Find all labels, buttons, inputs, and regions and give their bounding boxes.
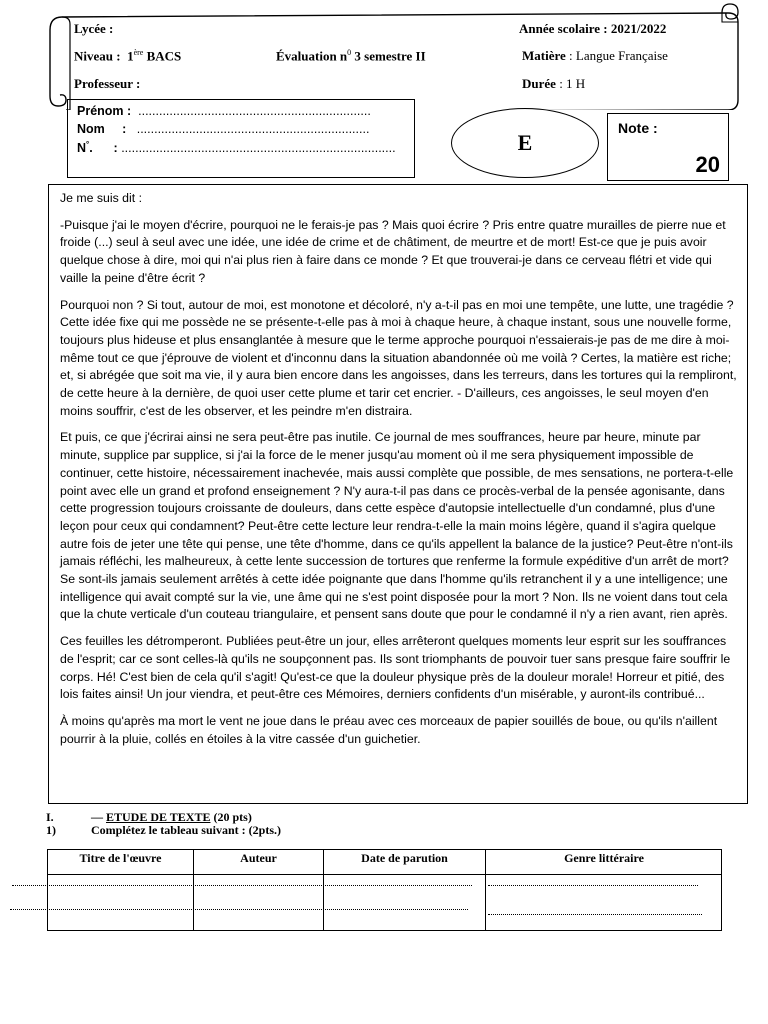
answer-line-row1[interactable] [12,885,472,886]
passage-paragraph: Je me suis dit : [60,191,143,205]
question-text: Complétez le tableau suivant : (2pts.) [91,823,281,837]
table-header-auteur: Auteur [240,851,277,865]
passage-paragraph: Et puis, ce que j'écrirai ainsi ne sera peut-être pas inutile. Ce journal de mes souffrances, heure par heure, minute par minute, supplice par supplice, si j'ai la force de le mener jusqu'au moment où il me sera physiquement impossible de continuer, cette histoire, nécessairement inachevée, mais aussi complète que possible, de mes sensations, ne portera-t-elle point avec elle un grand et profond enseignement ? N'y aura-t-il pas dans ce procès-verbal de la pensée agonisante, dans cette progression toujours croissante de douleurs, dans cette espèce d'autopsie intellectuelle d'un condamné, plus d'une leçon pour ceux qui condamnent? Peut-être cette lecture leur rendra-t-elle la main moins légère, quand il s'agira quelque autre fois de jeter une tête qui pense, une tête d'homme, dans ce qu'ils appellent la balance de la justice? Peut-être n'ont-ils jamais réfléchi, les malheureux, à cette lente succession de tortures que renferme la formule expéditive d'un arrêt de mort? Se sont-ils jamais seulement arrêtés à cette idée poignante que dans l'homme qu'ils retranchent il y a une intelligence; une intelligence qui avait compté sur la vie, une âme qui ne s'est point disposée pour la mort ? Non. Ils ne voient dans tout cela que la chute verticale d'un couteau triangulaire, et pensent sans doute que pour le condamné il n'y a rien avant, rien après. [60,430,734,622]
text-passage [48,184,748,804]
answer-line-row2-genre[interactable] [488,914,702,915]
duree-field: Durée : 1 H [522,76,586,91]
prenom-field[interactable]: Prénom : ................................................................... [77,104,371,118]
answer-line-row2[interactable] [10,909,468,910]
answer-line-row1-genre[interactable] [488,885,698,886]
professeur-label: Professeur : [74,76,141,91]
nom-field[interactable]: Nom : ................................................................... [77,122,370,136]
section-number: I. [46,810,54,824]
passage-paragraph: -Puisque j'ai le moyen d'écrire, pourquoi ne le ferais-je pas ? Mais quoi écrire ? Pris entre quatre murailles de pierre nue et froide (...) seul à seul avec une idée, une idée de crime et de châtiment, de meurtre et de mort! Est-ce que je puis avoir quelque chose à dire, moi qui n'ai plus rien à faire dans ce monde ? Et que trouverai-je dans ce cerveau flétri et vide qui vaille la peine d'être écrit ? [60,217,726,285]
lycee-label: Lycée : [74,21,114,36]
passage-paragraph: Ces feuilles les détromperont. Publiées peut-être un jour, elles arrêteront quelques moments leur esprit sur les souffrances de l'esprit; car ce sont celles-là qu'ils ne soupçonnent pas. Ils sont triomphants de pouvoir tuer sans presque faire souffrir le corps. Hé! C'est bien de cela qu'il s'agit! Qu'est-ce que la douleur physique près de la douleur morale! Horreur et pitié, des lois faites ainsi! Un jour viendra, et peut-être ces Mémoires, derniers confidents d'un misérable, y auront-ils contribué... [60,634,731,702]
numero-field[interactable]: N°. : ............................................................................... [77,140,396,156]
question-number: 1) [46,823,56,837]
note-total: 20 [695,152,720,177]
note-label: Note : [618,120,658,136]
table-header-genre: Genre littéraire [564,851,644,865]
annee-scolaire: Année scolaire : 2021/2022 [519,21,667,36]
table-header-titre: Titre de l'œuvre [79,851,162,865]
table-header-date: Date de parution [361,851,448,865]
passage-paragraph: Pourquoi non ? Si tout, autour de moi, est monotone et décoloré, n'y a-t-il pas en moi une tempête, une lutte, une tragédie ? Cette idée fixe qui me possède ne se présente-t-elle pas à moi à chaque heure, à chaque instant, sous une nouvelle forme, toujours plus hideuse et plus ensanglantée à mesure que le terme approche pourquoi n'essaierais-je pas de me dire à moi-même tout ce que j'éprouve de violent et d'inconnu dans la situation abandonnée où me voilà ? Certes, la matière est riche; et, si abrégée que soit ma vie, il y aura bien encore dans les angoisses, dans les terreurs, dans les tortures qui la rempliront, de cette heure à la dernière, de quoi user cette plume et tarir cet encrier. - D'ailleurs, ces angoisses, le seul moyen d'en moins souffrir, c'est de les observer, et les peindre m'en distraira. [60,297,737,418]
niveau-field: Niveau : 1ère BACS [74,48,182,64]
student-info-box [67,99,415,178]
grade-letter-oval [451,108,599,178]
note-box [607,113,729,181]
section-title: — ETUDE DE TEXTE (20 pts) [91,810,252,824]
matiere-field: Matière : Langue Française [522,48,668,63]
grade-letter: E [517,130,533,155]
evaluation-title: Évaluation $n^0$ 3 semestre II [276,48,426,64]
passage-paragraph: À moins qu'après ma mort le vent ne joue dans le préau avec ces morceaux de papier souillés de boue, ou qu'ils n'aillent pourrir à la pluie, collés en étoiles à la vitre cassée d'un guichetier. [60,713,718,746]
info-table [47,849,722,931]
